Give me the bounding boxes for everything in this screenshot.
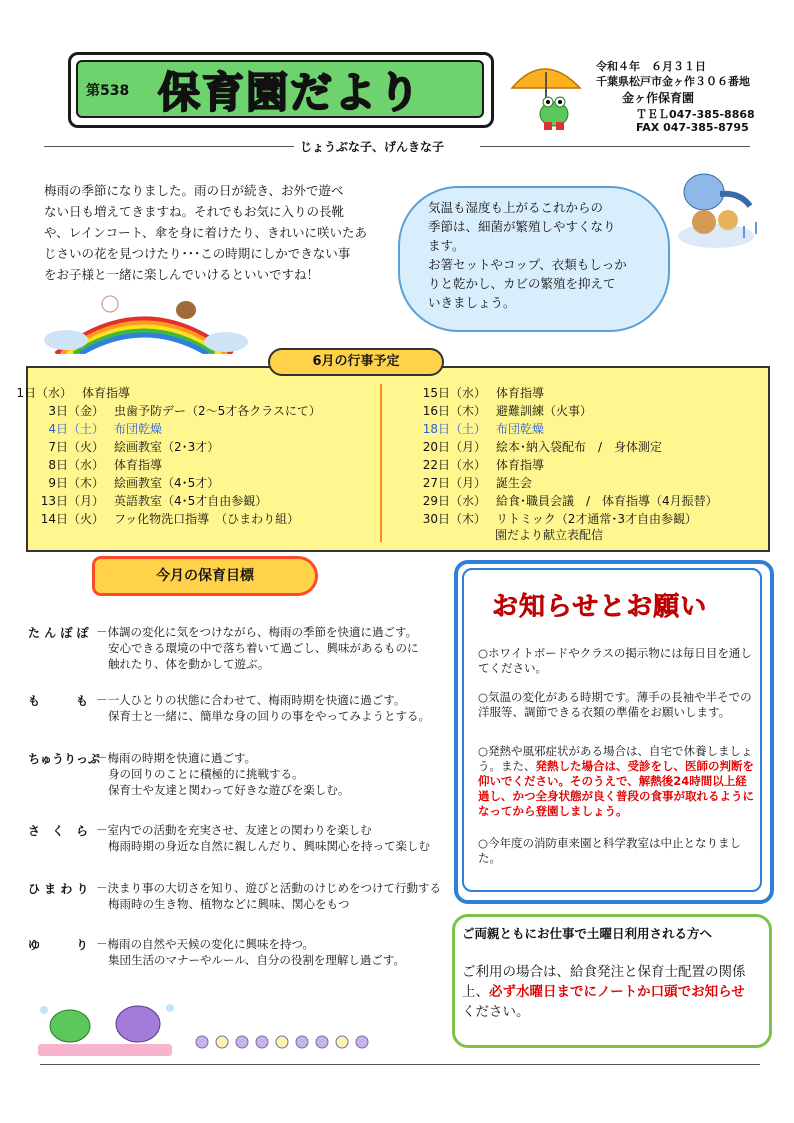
frog-umbrella-icon (504, 58, 584, 134)
goal-line: 身の回りのことに積極的に挑戦する。 (108, 767, 304, 781)
goal-line: －室内での活動を充実させ、友達との関わりを楽しむ (96, 823, 372, 837)
event-item: 9日（木） 絵画教室（4･5才） (48, 476, 220, 490)
saturday-emphasis: 必ず水曜日までにノートか口頭でお知らせ (489, 984, 745, 1000)
event-item: 20日（月） 絵本･納入袋配布 / 身体測定 (422, 440, 663, 454)
toothbrush-animals-icon (30, 996, 180, 1062)
event-item: 7日（火） 絵画教室（2･3才） (48, 440, 220, 454)
notice-item (478, 744, 754, 819)
fax-number: FAX 047-385-8795 (636, 121, 749, 134)
event-item: 16日（木） 避難訓練（火事） (422, 404, 593, 418)
events-divider (380, 384, 382, 542)
event-item: 30日（木） リトミック（2才通常･3才自由参観） (422, 512, 698, 526)
rainbow-icon (36, 290, 252, 354)
goal-line: －決まり事の大切さを知り、遊びと活動のけじめをつけて行動する (96, 881, 441, 895)
cloud-line: りと乾かし、カビの繁殖を抑えて (428, 276, 616, 291)
goal-line: －一人ひとりの状態に合わせて、梅雨時期を快適に過ごす。 (96, 693, 406, 707)
event-item: 14日（火） フッ化物洗口指導 （ひまわり組） (40, 512, 300, 526)
class-name: も も (28, 694, 89, 708)
goal-line: 集団生活のマナーやルール、自分の役割を理解し過ごす。 (108, 953, 405, 967)
cloud-line: いきましょう。 (428, 295, 516, 310)
motto: じょうぶな子、げんきな子 (300, 140, 445, 154)
event-item: 29日（水） 給食･職員会議 / 体育指導（4月振替） (422, 494, 718, 508)
notice-emphasis: 発熱した場合は、受診をし、医師の判断を仰いでください。そのうえで、解熱後24時間以上経過し、かつ全身状態が良く普段の食事が取れるようになってから登園しましょう。 (478, 759, 754, 818)
goal-line: －梅雨の自然や天候の変化に興味を持つ。 (96, 937, 315, 951)
goal-line: 梅雨時期の身近な自然に親しんだり、興味関心を持って楽しむ (108, 839, 430, 853)
elephant-rain-icon (664, 166, 768, 266)
goal-line: －体調の変化に気をつけながら、梅雨の季節を快適に過ごす。 (96, 625, 418, 639)
cloud-line: ます。 (428, 238, 465, 253)
footer-divider (40, 1064, 760, 1065)
class-name: ちゅうりっぷ (28, 752, 101, 766)
event-item: 27日（月） 誕生会 (422, 476, 533, 490)
notice-item: ○気温の変化がある時期です。薄手の長袖や半そでの洋服等、調節できる衣類の準備をお願いします。 (478, 690, 752, 719)
class-name: た ん ぽ ぽ (28, 626, 89, 640)
event-item: 8日（水） 体育指導 (48, 458, 163, 472)
saturday-text: ご利用の場合は、給食発注と保育士配置の関係上、必ず水曜日までにノートか口頭でお知らせください。 (462, 964, 746, 1020)
intro-line: 梅雨の季節になりました。雨の日が続き、お外で遊べ (44, 183, 344, 198)
hygiene-note (428, 198, 648, 312)
issue-date: 令和４年 ６月３１日 (596, 60, 706, 73)
goal-line: 保育士と一緒に、簡単な身の回りの事をやってみようとする。 (108, 709, 430, 723)
goal-line: －梅雨の時期を快適に過ごす。 (96, 751, 257, 765)
intro-line: じさいの花を見つけたり･･･この時期にしかできない事 (44, 246, 351, 261)
class-name: さ く ら (28, 824, 89, 838)
event-item: 13日（月） 英語教室（4･5才自由参観） (40, 494, 268, 508)
cloud-line: 気温も湿度も上がるこれからの (428, 200, 604, 215)
event-item: 1日（水） 体育指導 (16, 386, 131, 400)
intro-line: ない日も増えてきますね。それでもお気に入りの長靴 (44, 204, 345, 219)
event-item: 3日（金） 虫歯予防デー（2～5才各クラスにて） (48, 404, 321, 418)
goal-line: 触れたり、体を動かして遊ぶ。 (108, 657, 270, 671)
divider (480, 146, 750, 147)
class-name: ゆ り (28, 938, 89, 952)
cloud-line: 季節は、細菌が繁殖しやすくなり (428, 219, 616, 234)
notice-text: ○発熱や風邪症状がある場合は、自宅で休養しましょう。また、 (478, 744, 753, 773)
event-item: 22日（水） 体育指導 (422, 458, 545, 472)
goals-heading: 今月の保育目標 (92, 556, 318, 596)
cloud-line: お箸セットやコップ、衣類もしっか (428, 257, 627, 272)
events-heading: 6月の行事予定 (268, 348, 444, 376)
goal-line: 梅雨時の生き物、植物などに興味、関心をもつ (108, 897, 350, 911)
saturday-title: ご両親ともにお仕事で土曜日利用される方へ (462, 926, 713, 941)
notice-item: ○今年度の消防車来園と科学教室は中止となりました。 (478, 836, 742, 865)
address: 千葉県松戸市金ヶ作３０６番地 (596, 75, 750, 88)
intro-line: や、レインコート、傘を身に着けたり、きれいに咲いたあ (44, 225, 368, 240)
event-item: 15日（水） 体育指導 (422, 386, 545, 400)
phone-number: ＴＥＬ047-385-8868 (636, 108, 755, 121)
event-item: 4日（土） 布団乾燥 (48, 422, 163, 436)
notice-title: お知らせとお願い (492, 592, 708, 622)
goal-line: 保育士や友達と関わって好きな遊びを楽しむ。 (108, 783, 350, 797)
issue-number: 第538 (86, 83, 130, 99)
class-name: ひ ま わ り (28, 882, 89, 896)
intro-line: をお子様と一緒に楽しんでいけるといいですね！ (44, 267, 320, 282)
divider (44, 146, 294, 147)
event-item: 18日（土） 布団乾燥 (422, 422, 545, 436)
notice-item: ○ホワイトボードやクラスの掲示物には毎日目を通してください。 (478, 646, 752, 675)
event-note: 園だより献立表配信 (495, 528, 604, 542)
tooth-characters-icon (192, 1026, 376, 1060)
newsletter-title: 保育園だより (158, 68, 423, 117)
intro-paragraph (44, 180, 384, 285)
school-name: 金ヶ作保育園 (622, 91, 695, 105)
goal-line: 安心できる環境の中で落ち着いて過ごし、興味があるものに (108, 641, 419, 655)
